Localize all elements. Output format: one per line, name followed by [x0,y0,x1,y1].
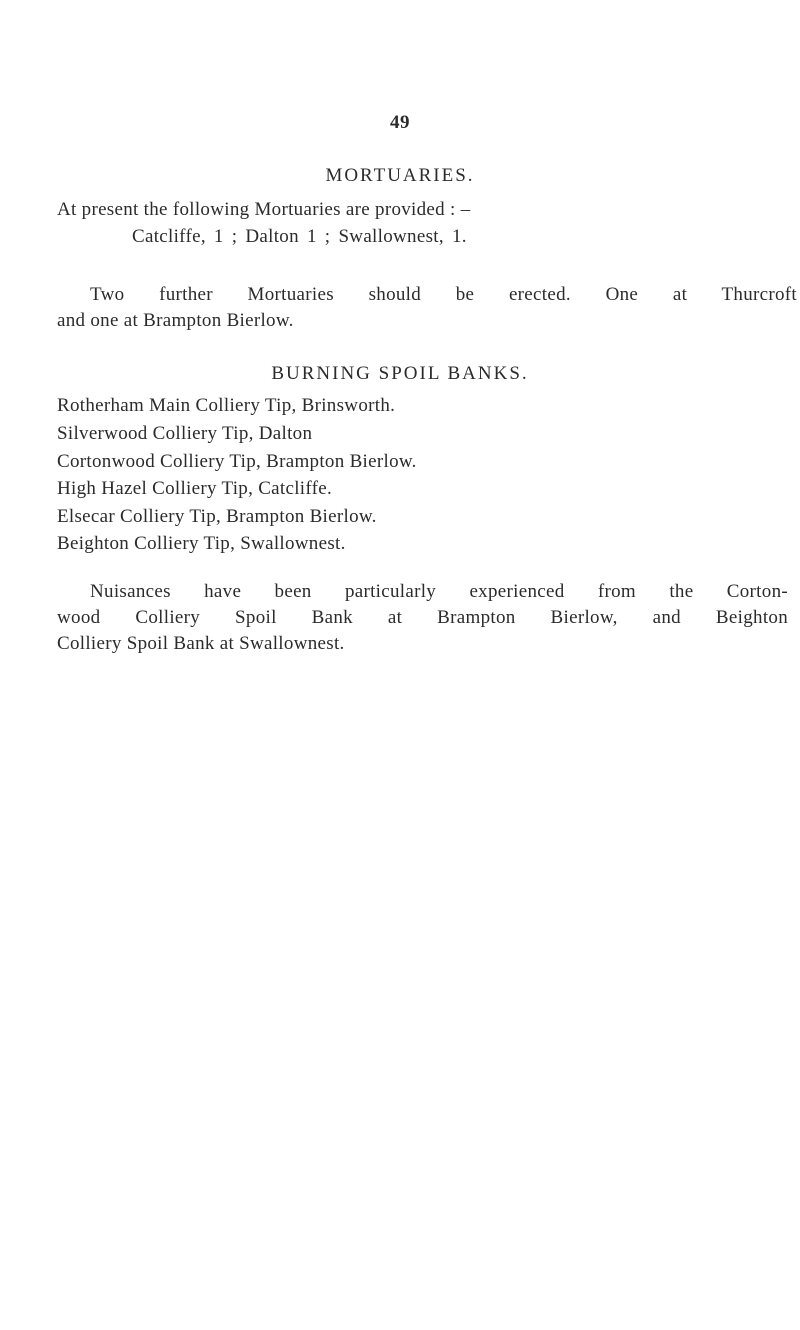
spoil-tip-item: Elsecar Colliery Tip, Brampton Bierlow. [57,506,377,527]
mortuaries-intro: At present the following Mortuaries are provided : – [57,199,471,220]
mortuaries-paragraph-line-1: Two further Mortuaries should be erected. One at Thurcroft [90,284,797,305]
mortuaries-paragraph-line-2: and one at Brampton Bierlow. [57,310,294,331]
page-number: 49 [390,112,410,133]
nuisance-paragraph-line-1: Nuisances have been particularly experienced from the Corton- [90,581,788,602]
spoil-tip-item: Silverwood Colliery Tip, Dalton [57,423,313,444]
spoil-tip-item: High Hazel Colliery Tip, Catcliffe. [57,478,333,499]
nuisance-paragraph-line-2: wood Colliery Spoil Bank at Brampton Bierlow, and Beighton [57,607,788,628]
mortuaries-list: Catcliffe, 1 ; Dalton 1 ; Swallownest, 1. [132,226,467,247]
spoil-tip-item: Beighton Colliery Tip, Swallownest. [57,533,346,554]
spoil-banks-heading: BURNING SPOIL BANKS. [271,363,529,384]
spoil-tip-item: Rotherham Main Colliery Tip, Brinsworth. [57,395,396,416]
spoil-tip-item: Cortonwood Colliery Tip, Brampton Bierlow. [57,451,417,472]
mortuaries-heading: MORTUARIES. [325,165,475,186]
nuisance-paragraph-line-3: Colliery Spoil Bank at Swallownest. [57,633,345,654]
